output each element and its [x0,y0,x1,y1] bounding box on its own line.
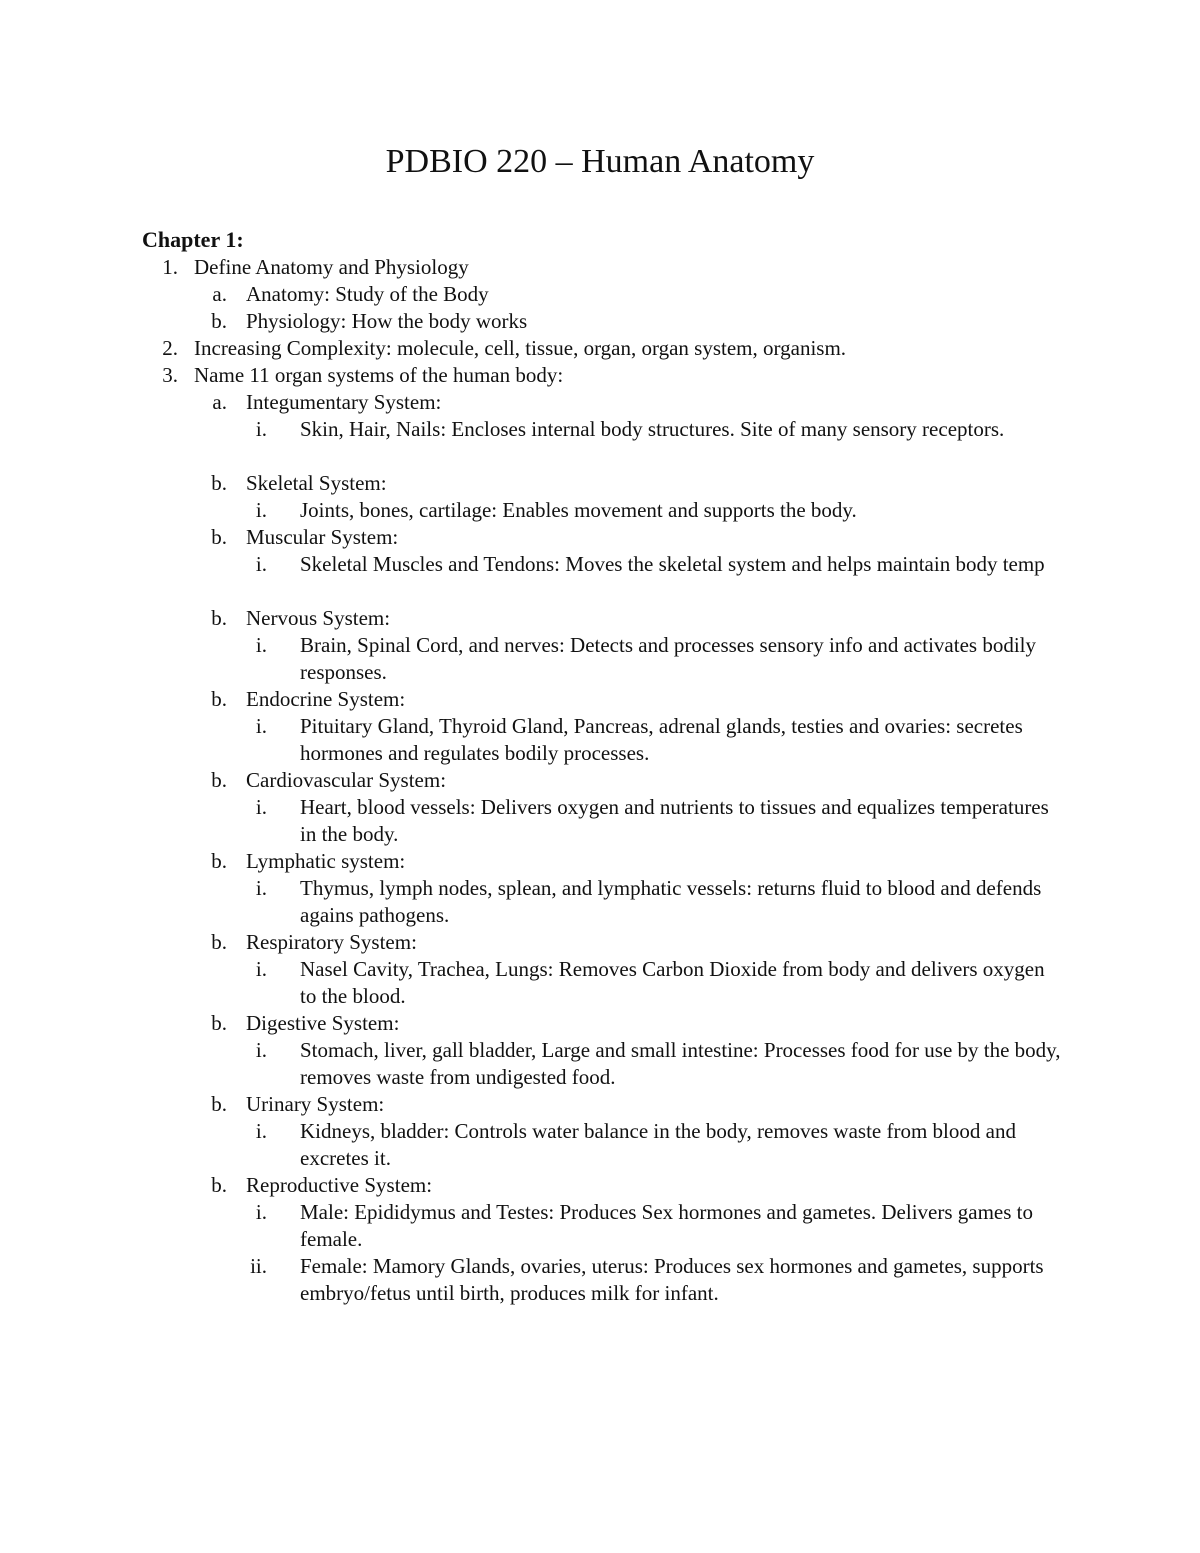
outline-item [0,416,1200,470]
list-marker: i. [255,498,267,522]
list-item-text: Heart, blood vessels: Delivers oxygen and nutrients to tissues and equalizes temperatures in the body. [300,795,1049,846]
list-item-text: Brain, Spinal Cord, and nerves: Detects and processes sensory info and activates bodily responses. [300,633,1036,684]
list-item-text: Endocrine System: [246,687,406,711]
list-item-text: Reproductive System: [246,1173,433,1197]
list-item-text: Stomach, liver, gall bladder, Large and small intestine: Processes food for use by the body, removes waste from undigested food. [300,1038,1061,1089]
list-marker: b. [211,687,227,711]
outline-item [0,875,1200,929]
list-marker: i. [255,417,267,441]
list-marker: i. [255,633,267,657]
list-marker: b. [211,849,227,873]
outline-item [0,308,1200,335]
list-marker: 2. [162,336,178,360]
outline-item [0,1253,1200,1307]
outline-item [0,1091,1200,1118]
outline-item [0,281,1200,308]
outline-item [0,497,1200,524]
outline-item [0,1118,1200,1172]
outline-item [0,848,1200,875]
list-marker: i. [255,714,267,738]
chapter-heading: Chapter 1: [142,227,244,252]
list-marker: b. [211,1011,227,1035]
list-marker: i. [255,957,267,981]
list-marker: a. [212,282,227,306]
outline-item [0,524,1200,551]
list-item-text: Anatomy: Study of the Body [246,282,489,306]
outline-item [0,956,1200,1010]
list-item-text: Lymphatic system: [246,849,406,873]
outline-item [0,335,1200,362]
list-item-text: Skeletal System: [246,471,387,495]
list-item-text: Nervous System: [246,606,391,630]
list-item-text: Skin, Hair, Nails: Encloses internal body structures. Site of many sensory receptors. [300,417,1005,441]
list-item-text: Digestive System: [246,1011,400,1035]
outline-item [0,389,1200,416]
list-marker: b. [211,309,227,333]
outline-item [0,686,1200,713]
outline-item [0,605,1200,632]
list-item-text: Respiratory System: [246,930,417,954]
list-item-text: Female: Mamory Glands, ovaries, uterus: Produces sex hormones and gametes, supports embryo/fetus until birth, produces milk for infant. [300,1254,1044,1305]
outline-item [0,1010,1200,1037]
list-marker: i. [255,795,267,819]
list-item-text: Pituitary Gland, Thyroid Gland, Pancreas, adrenal glands, testies and ovaries: secretes hormones and regulates bodily processes. [300,714,1023,765]
list-item-text: Integumentary System: [246,390,442,414]
document-title: PDBIO 220 – Human Anatomy [385,143,815,180]
list-item-text: Muscular System: [246,525,399,549]
list-item-text: Define Anatomy and Physiology [194,255,469,279]
outline-item [0,362,1200,389]
list-marker: 3. [162,363,178,387]
list-marker: ii. [250,1254,267,1278]
list-item-text: Skeletal Muscles and Tendons: Moves the skeletal system and helps maintain body temp [300,552,1045,576]
list-marker: i. [255,876,267,900]
list-item-text: Nasel Cavity, Trachea, Lungs: Removes Carbon Dioxide from body and delivers oxygen to the blood. [300,957,1045,1008]
list-item-text: Name 11 organ systems of the human body: [194,363,564,387]
outline-item [0,767,1200,794]
list-item-text: Male: Epididymus and Testes: Produces Sex hormones and gametes. Delivers games to female. [300,1200,1034,1251]
list-marker: b. [211,1173,227,1197]
list-marker: b. [211,525,227,549]
outline-item [0,470,1200,497]
list-marker: b. [211,930,227,954]
list-item-text: Kidneys, bladder: Controls water balance in the body, removes waste from blood and excretes it. [300,1119,1016,1170]
list-marker: i. [255,1038,267,1062]
list-marker: a. [212,390,227,414]
outline-item [0,551,1200,605]
list-marker: i. [255,552,267,576]
outline-item [0,632,1200,686]
outline-item [0,1172,1200,1199]
list-marker: b. [211,768,227,792]
list-item-text: Urinary System: [246,1092,385,1116]
list-marker: 1. [162,255,178,279]
list-marker: b. [211,606,227,630]
outline-item [0,929,1200,956]
list-item-text: Physiology: How the body works [246,309,528,333]
list-item-text: Joints, bones, cartilage: Enables movement and supports the body. [300,498,857,522]
outline-list [0,254,1200,1307]
outline-item [0,1199,1200,1253]
outline-item [0,794,1200,848]
list-marker: i. [255,1119,267,1143]
list-marker: b. [211,471,227,495]
list-item-text: Increasing Complexity: molecule, cell, tissue, organ, organ system, organism. [194,336,847,360]
outline-item [0,713,1200,767]
list-marker: b. [211,1092,227,1116]
outline-item [0,1037,1200,1091]
list-item-text: Thymus, lymph nodes, splean, and lymphatic vessels: returns fluid to blood and defends agains pathogens. [300,876,1042,927]
outline-item [0,254,1200,281]
list-item-text: Cardiovascular System: [246,768,447,792]
list-marker: i. [255,1200,267,1224]
